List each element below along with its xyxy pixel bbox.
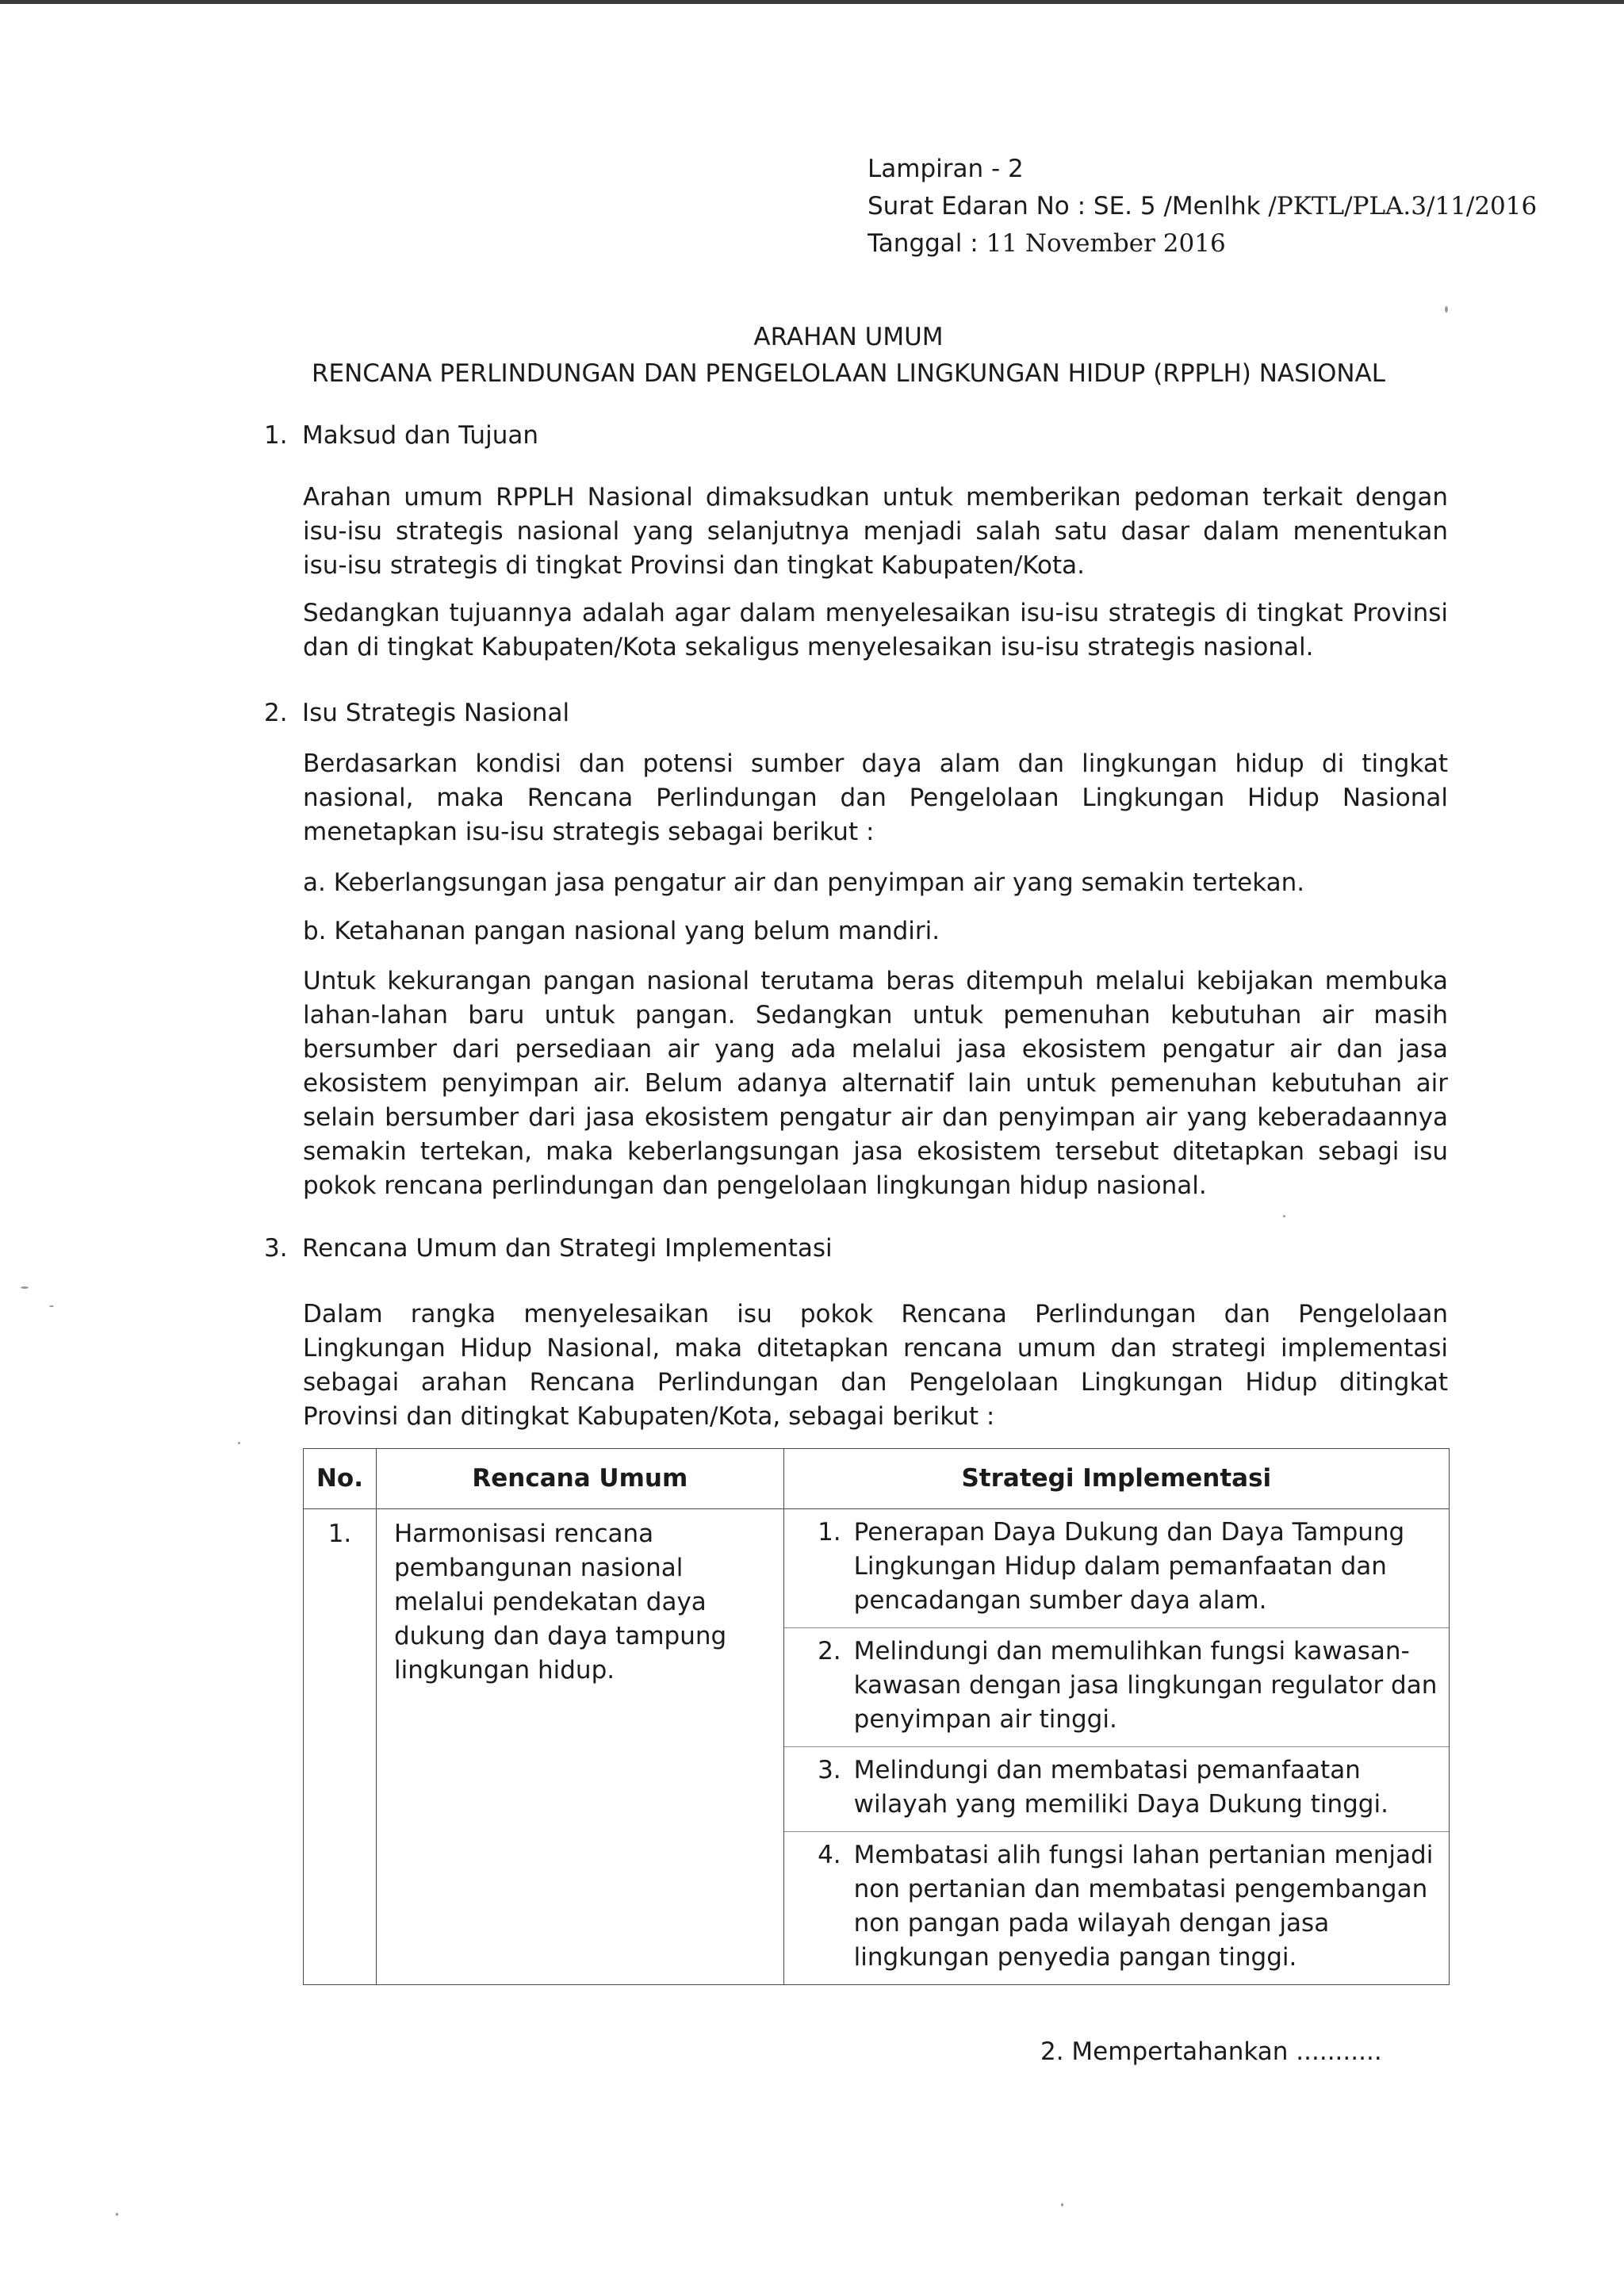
strategy-item: 1. Penerapan Daya Dukung dan Daya Tampung Lingkungan Hidup dalam pemanfaatan dan pencadangan sumber daya alam. (818, 1518, 1405, 1615)
strategy-item: 2. Melindungi dan memulihkan fungsi kawasan- kawasan dengan jasa lingkungan regulator dan penyimpan air tinggi. (784, 1627, 1449, 1746)
header-strategi-implementasi: Strategi Implementasi (783, 1449, 1449, 1509)
row-number: 1. (304, 1509, 377, 1985)
section-2-paragraph-2: Untuk kekurangan pangan nasional terutama beras ditempuh melalui kebijakan membuka lahan-lahan baru untuk pangan. Sedangkan untuk pemenuhan kebutuhan air masih bersumber dari persediaan air yang ada melalui jasa ekosistem pengatur air dan jasa ekosistem penyimpan air. Belum adanya alternatif lain untuk pemenuhan kebutuhan air selain bersumber dari jasa ekosistem pengatur air dan penyimpan air yang keberadaannya semakin tertekan, maka keberlangsungan jasa ekosistem tersebut ditetapkan sebagi isu pokok rencana perlindungan dan pengelolaan lingkungan hidup nasional. (303, 967, 1448, 1200)
scan-edge (0, 0, 1624, 4)
title-line-1: ARAHAN UMUM (753, 323, 944, 351)
section-3-heading: 3. Rencana Umum dan Strategi Implementasi (264, 1234, 833, 1263)
title-line-2: RENCANA PERLINDUNGAN DAN PENGELOLAAN LINGKUNGAN HIDUP (RPPLH) NASIONAL (311, 359, 1386, 388)
lampiran-label: Lampiran - 2 (868, 155, 1024, 183)
section-1-paragraph-2: Sedangkan tujuannya adalah agar dalam menyelesaikan isu-isu strategis di tingkat Provinsi dan di tingkat Kabupaten/Kota sekaligus menyelesaikan isu-isu strategis nasional. (303, 599, 1448, 661)
section-1-paragraph-1: Arahan umum RPPLH Nasional dimaksudkan untuk memberikan pedoman terkait dengan isu-isu strategis nasional yang selanjutnya menjadi salah satu dasar dalam menentukan isu-isu strategis di tingkat Provinsi dan tingkat Kabupaten/Kota. (303, 483, 1448, 580)
rencana-umum-cell: Harmonisasi rencana pembangunan nasional melalui pendekatan daya dukung dan daya tampung lingkungan hidup. (376, 1509, 783, 1985)
handwritten-reference: /PKTL/PLA.3/11/2016 (1268, 192, 1538, 220)
section-2-paragraph-1: Berdasarkan kondisi dan potensi sumber daya alam dan lingkungan hidup di tingkat nasional, maka Rencana Perlindungan dan Pengelolaan Lingkungan Hidup Nasional menetapkan isu-isu strategis sebagai berikut : (303, 749, 1448, 846)
document-title (0, 319, 1624, 392)
document-header (868, 151, 1537, 263)
table-header-row (304, 1449, 1450, 1509)
strategy-item: 4. Membatasi alih fungsi lahan pertanian menjadi non pertanian dan membatasi pengembangan non pangan pada wilayah dengan jasa lingkungan penyedia pangan tinggi. (784, 1831, 1449, 1984)
strategy-item: 3. Melindungi dan membatasi pemanfaatan wilayah yang memiliki Daya Dukung tinggi. (784, 1746, 1449, 1831)
continuation-note: 2. Mempertahankan ........... (1040, 2037, 1382, 2066)
surat-edaran-number: Surat Edaran No : SE. 5 /Menlhk /PKTL/PLA.3/11/2016 (868, 192, 1538, 220)
document-date: Tanggal : 11 November 2016 (868, 229, 1226, 258)
header-rencana-umum: Rencana Umum (376, 1449, 783, 1509)
scan-speck (49, 1305, 54, 1307)
section-2-item-a: a. Keberlangsungan jasa pengatur air dan penyimpan air yang semakin tertekan. (303, 868, 1305, 897)
scan-speck (1445, 306, 1448, 312)
scan-speck (1283, 1215, 1285, 1217)
handwritten-date: 11 November 2016 (986, 229, 1226, 258)
table-row (304, 1509, 1450, 1985)
section-3-paragraph-1: Dalam rangka menyelesaikan isu pokok Rencana Perlindungan dan Pengelolaan Lingkungan Hidup Nasional, maka ditetapkan rencana umum dan strategi implementasi sebagai arahan Rencana Perlindungan dan Pengelolaan Lingkungan Hidup ditingkat Provinsi dan ditingkat Kabupaten/Kota, sebagai berikut : (303, 1300, 1448, 1431)
strategi-implementasi-cell (783, 1509, 1449, 1985)
section-2-heading: 2. Isu Strategis Nasional (264, 699, 570, 727)
scan-speck (21, 1286, 29, 1289)
section-2-item-b: b. Ketahanan pangan nasional yang belum mandiri. (303, 917, 940, 945)
header-no: No. (304, 1449, 377, 1509)
rencana-strategi-table (303, 1448, 1450, 1985)
scan-speck (1061, 2203, 1063, 2206)
scan-speck (116, 2213, 118, 2216)
section-1-heading: 1. Maksud dan Tujuan (264, 421, 538, 450)
scan-speck (238, 1442, 240, 1444)
